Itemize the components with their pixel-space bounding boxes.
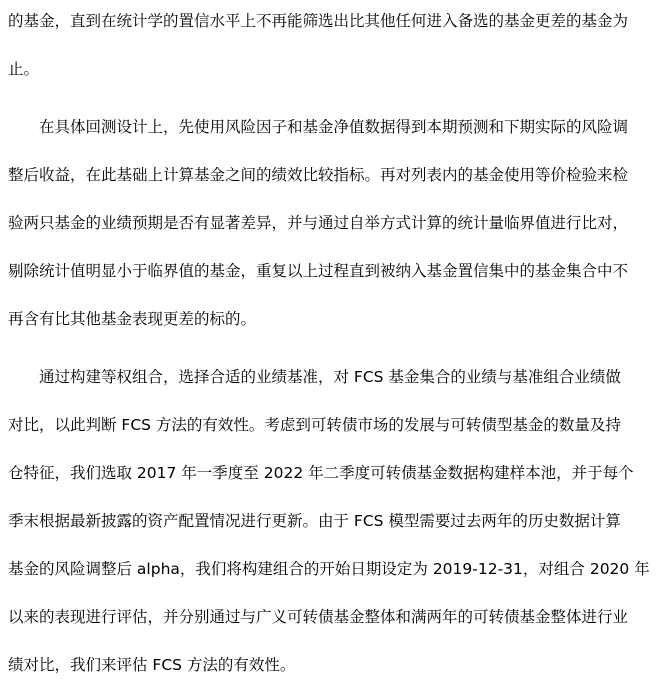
paragraph-1-line-1: 的基金，直到在统计学的置信水平上不再能筛选出比其他任何进入备选的基金更差的基金为 [8,12,629,30]
paragraph-3-line-6: 以来的表现进行评估，并分别通过与广义可转债基金整体和满两年的可转债基金整体进行业 [8,608,629,626]
paragraph-2-line-4: 剔除统计值明显小于临界值的基金，重复以上过程直到被纳入基金置信集中的基金集合中不 [8,262,629,280]
paragraph-2-line-3: 验两只基金的业绩预期是否有显著差异，并与通过自举方式计算的统计量临界值进行比对， [8,214,629,232]
paragraph-2-line-1: 在具体回测设计上，先使用风险因子和基金净值数据得到本期预测和下期实际的风险调 [39,118,629,136]
paragraph-3-line-3: 仓特征，我们选取 2017 年一季度至 2022 年二季度可转债基金数据构建样本池，并于每个 [8,464,634,482]
paragraph-3-line-4: 季末根据最新披露的资产配置情况进行更新。由于 FCS 模型需要过去两年的历史数据计算 [8,512,621,530]
paragraph-3-line-5: 基金的风险调整后 alpha，我们将构建组合的开始日期设定为 2019-12-31，对组合 2020 年 [8,560,650,578]
paragraph-1-line-2: 止。 [8,60,40,78]
paragraph-2-line-5: 再含有比其他基金表现更差的标的。 [8,310,257,328]
paragraph-3-line-1: 通过构建等权组合，选择合适的业绩基准，对 FCS 基金集合的业绩与基准组合业绩做 [39,368,621,386]
paragraph-3-line-7: 绩对比，我们来评估 FCS 方法的有效性。 [8,656,296,674]
paragraph-3-line-2: 对比，以此判断 FCS 方法的有效性。考虑到可转债市场的发展与可转债型基金的数量及持 [8,416,621,434]
paragraph-2-line-2: 整后收益，在此基础上计算基金之间的绩效比较指标。再对列表内的基金使用等价检验来检 [8,166,629,184]
